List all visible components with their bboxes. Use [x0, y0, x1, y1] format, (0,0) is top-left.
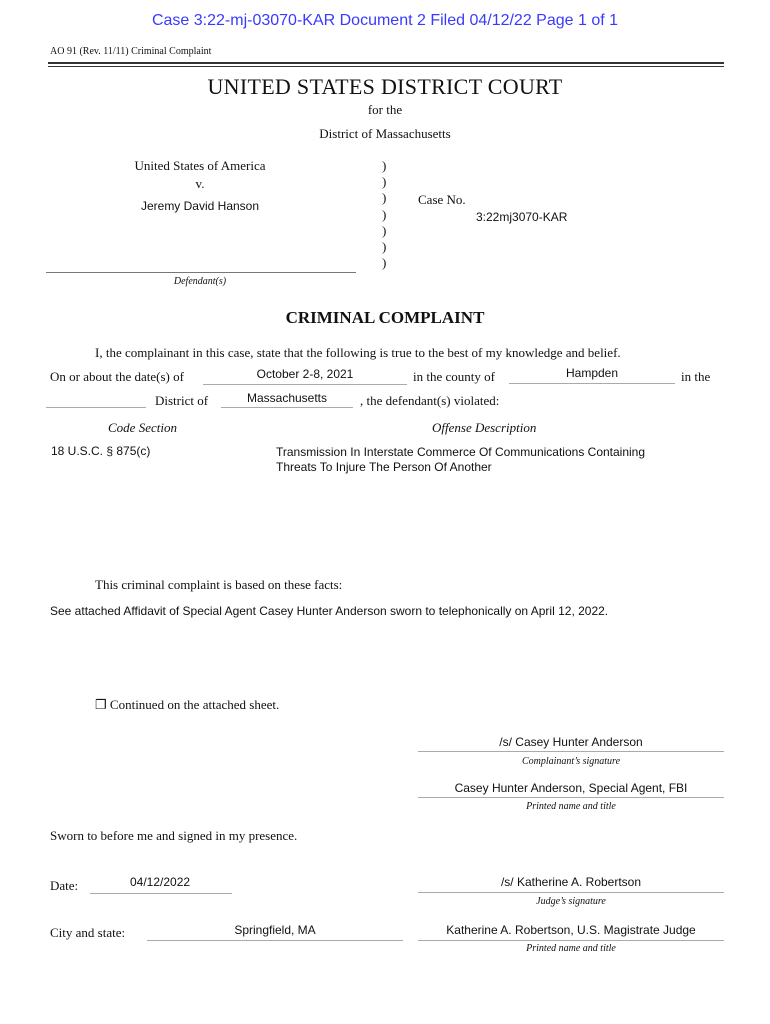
- city-state-value: Springfield, MA: [234, 923, 316, 937]
- facts-intro: This criminal complaint is based on these facts:: [95, 577, 343, 592]
- judge-signature: /s/ Katherine A. Robertson: [500, 875, 642, 889]
- defendant-name: Jeremy David Hanson: [140, 199, 260, 213]
- continued-row[interactable]: [95, 697, 279, 713]
- judge-name-rule: [418, 940, 724, 941]
- court-district: District of Massachusetts: [319, 126, 451, 141]
- judge-sig-rule: [418, 892, 724, 893]
- case-number: 3:22mj3070-KAR: [476, 210, 568, 224]
- judge-name-label: Printed name and title: [526, 943, 616, 954]
- complainant-sig-rule: [418, 751, 724, 752]
- offense-description-line2: Threats To Injure The Person Of Another: [276, 460, 492, 474]
- defendant-violated-label: , the defendant(s) violated:: [360, 393, 500, 408]
- offense-dates: October 2-8, 2021: [256, 367, 354, 381]
- district-blank-rule: [46, 407, 146, 408]
- offense-description-line1: Transmission In Interstate Commerce Of Communications Containing: [276, 445, 646, 459]
- case-no-label: Case No.: [418, 192, 466, 207]
- dates-rule: [203, 384, 407, 385]
- defendant-label: Defendant(s): [173, 276, 227, 287]
- code-section-label: Code Section: [108, 420, 177, 435]
- case-stamp: Case 3:22-mj-03070-KAR Document 2 Filed 04/12/22 Page 1 of 1: [151, 12, 619, 29]
- header-rule: [48, 62, 724, 64]
- complainant-printed-name: Casey Hunter Anderson, Special Agent, FBI: [454, 781, 688, 795]
- district-of-label: District of: [155, 393, 209, 408]
- date-rule: [90, 893, 232, 894]
- county-value: Hampden: [565, 366, 619, 380]
- in-the-label: in the: [681, 369, 711, 384]
- caption-rule: [46, 272, 356, 273]
- complainant-signature: /s/ Casey Hunter Anderson: [499, 735, 643, 749]
- complainant-name-rule: [418, 797, 724, 798]
- district-rule: [221, 407, 353, 408]
- complaint-intro: I, the complainant in this case, state that the following is true to the best of my knowledge and belief.: [95, 345, 621, 360]
- judge-printed-name: Katherine A. Robertson, U.S. Magistrate Judge: [446, 923, 696, 937]
- for-the: for the: [367, 102, 403, 117]
- city-state-rule: [147, 940, 403, 941]
- form-id: AO 91 (Rev. 11/11) Criminal Complaint: [50, 46, 212, 57]
- date-value: 04/12/2022: [130, 875, 191, 889]
- offense-description-label: Offense Description: [432, 420, 537, 435]
- complainant-name-label: Printed name and title: [526, 801, 616, 812]
- county-rule: [509, 383, 675, 384]
- complaint-heading: CRIMINAL COMPLAINT: [285, 308, 485, 327]
- caption-parens: ) ) ) ) ) ) ): [382, 158, 387, 271]
- city-state-label: City and state:: [50, 925, 126, 940]
- complainant-sig-label: Complainant’s signature: [521, 756, 621, 767]
- on-or-about-label: On or about the date(s) of: [50, 369, 184, 384]
- facts-text: See attached Affidavit of Special Agent Casey Hunter Anderson sworn to telephonically on April 12, 2022.: [50, 604, 609, 618]
- versus: v.: [195, 176, 205, 191]
- in-county-label: in the county of: [413, 369, 495, 384]
- sworn-statement: Sworn to before me and signed in my presence.: [50, 828, 298, 843]
- district-value: Massachusetts: [246, 391, 328, 405]
- code-section-value: 18 U.S.C. § 875(c): [51, 444, 151, 458]
- checkbox-icon[interactable]: ❒: [95, 697, 107, 712]
- judge-sig-label: Judge’s signature: [536, 896, 606, 907]
- plaintiff-name: United States of America: [134, 158, 266, 173]
- date-label: Date:: [50, 878, 79, 893]
- continued-label: Continued on the attached sheet.: [109, 697, 280, 712]
- court-title: UNITED STATES DISTRICT COURT: [207, 74, 563, 99]
- header-rule-thin: [48, 66, 724, 67]
